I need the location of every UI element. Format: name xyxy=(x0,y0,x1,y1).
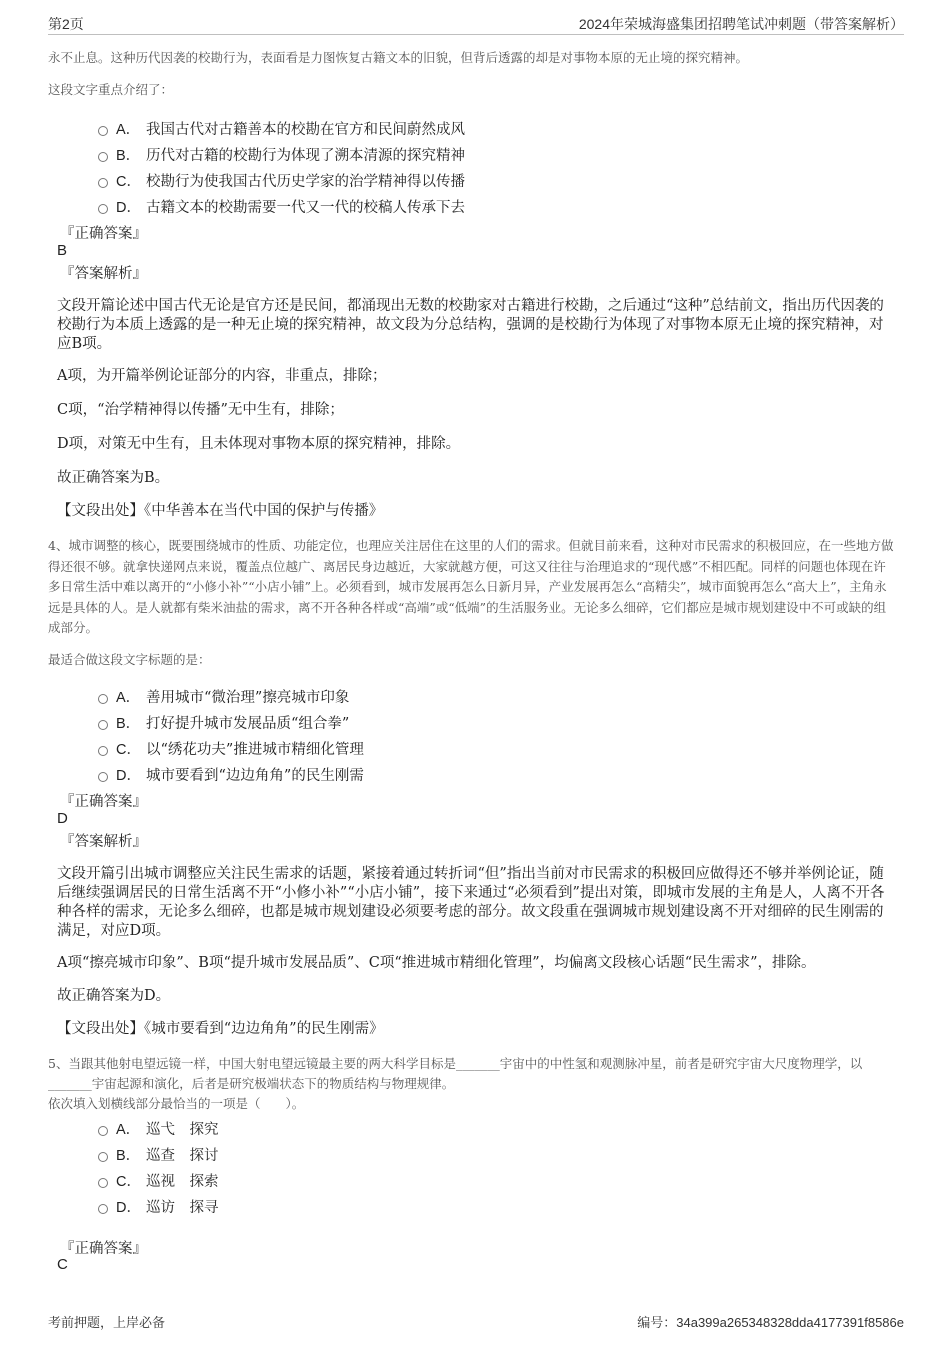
q3-analysis-c: C项，“治学精神得以传播”无中生有，排除； xyxy=(57,402,344,418)
q4-answer-label: 『正确答案』 xyxy=(60,794,147,810)
q3-option-d[interactable]: D． 古籍文本的校勘需要一代又一代的校稿人传承下去 xyxy=(98,196,465,217)
footer-code-value: 34a399a265348328dda4177391f8586e xyxy=(676,1315,904,1330)
radio-icon[interactable] xyxy=(98,152,108,162)
radio-icon[interactable] xyxy=(98,178,108,188)
q4-option-b[interactable]: B． 打好提升城市发展品质“组合拳” xyxy=(98,712,349,733)
radio-icon[interactable] xyxy=(98,720,108,730)
footer-code xyxy=(637,1312,904,1331)
document-title: 2024年荣城海盛集团招聘笔试冲刺题（带答案解析） xyxy=(578,16,904,32)
q4-text: 4、城市调整的核心，既要围绕城市的性质、功能定位，也理应关注居住在这里的人们的需求。但就目前来看，这种对市民需求的积极回应，在一些地方做得还很不够。就拿快递网点来说，覆盖点位越广、离居民身边越近，大家就越方便，可这又往往与治理追求的“现代感”不相匹配。同样的问题也体现在许多日常生活中难以离开的“小修小补”“小店小铺”上。必须看到，城市发展再怎么日新月异，产业发展再怎么“高精尖”，城市面貌再怎么“高大上”，主角永远是具体的人。是人就都有柴米油盐的需求，离不开各种各样或“高端”或“低端”的生活服务业。无论多么细碎，它们都应是城市规划建设中不可或缺的组成部分。 xyxy=(48,538,894,636)
q4-conclusion: 故正确答案为D。 xyxy=(57,988,171,1004)
q4-source: 【文段出处】《城市要看到“边边角角”的民生刚需》 xyxy=(57,1021,384,1037)
q5-answer: C xyxy=(57,1256,68,1273)
q3-conclusion: 故正确答案为B。 xyxy=(57,470,170,486)
radio-icon[interactable] xyxy=(98,204,108,214)
q4-option-a[interactable]: A． 善用城市“微治理”擦亮城市印象 xyxy=(98,686,349,707)
radio-icon[interactable] xyxy=(98,746,108,756)
q4-option-d[interactable]: D． 城市要看到“边边角角”的民生刚需 xyxy=(98,764,364,785)
q5-answer-label: 『正确答案』 xyxy=(60,1241,147,1257)
q4-answer: D xyxy=(57,810,68,827)
q4-analysis-label: 『答案解析』 xyxy=(60,834,147,850)
q3-option-c[interactable]: C． 校勘行为使我国古代历史学家的治学精神得以传播 xyxy=(98,170,465,191)
page-number: 第2页 xyxy=(48,16,84,32)
q3-option-a[interactable]: A． 我国古代对古籍善本的校勘在官方和民间蔚然成风 xyxy=(98,118,465,139)
q5-option-c[interactable]: C． 巡视 探索 xyxy=(98,1170,219,1191)
q4-prompt: 最适合做这段文字标题的是： xyxy=(48,652,211,667)
q3-analysis-a: A项，为开篇举例论证部分的内容，非重点，排除； xyxy=(57,368,387,384)
q3-option-b[interactable]: B． 历代对古籍的校勘行为体现了溯本清源的探究精神 xyxy=(98,144,465,165)
q3-answer: B xyxy=(57,242,68,259)
footer-code-label: 编号： xyxy=(637,1315,677,1330)
footer-slogan: 考前押题，上岸必备 xyxy=(48,1316,166,1331)
q3-analysis-label: 『答案解析』 xyxy=(60,266,147,282)
q5-prompt: 依次填入划横线部分最恰当的一项是（ ）。 xyxy=(48,1096,305,1111)
q3-source: 【文段出处】《中华善本在当代中国的保护与传播》 xyxy=(57,503,384,519)
q5-option-b[interactable]: B． 巡查 探讨 xyxy=(98,1144,219,1165)
q3-answer-label: 『正确答案』 xyxy=(60,226,147,242)
radio-icon[interactable] xyxy=(98,772,108,782)
q4-analysis-abc: A项“擦亮城市印象”、B项“提升城市发展品质”、C项“推进城市精细化管理”，均偏离文段核心话题“民生需求”，排除。 xyxy=(57,955,816,971)
q5-option-d[interactable]: D． 巡访 探寻 xyxy=(98,1196,219,1217)
q3-analysis: 文段开篇论述中国古代无论是官方还是民间，都涌现出无数的校勘家对古籍进行校勘，之后通过“这种”总结前文，指出历代因袭的校勘行为本质上透露的是一种无止境的探究精神，故文段为分总结构，强调的是校勘行为体现了对事物本原无止境的探究精神，对应B项。 xyxy=(57,298,884,352)
q3-prompt: 这段文字重点介绍了： xyxy=(48,82,174,97)
radio-icon[interactable] xyxy=(98,1126,108,1136)
radio-icon[interactable] xyxy=(98,694,108,704)
radio-icon[interactable] xyxy=(98,1178,108,1188)
radio-icon[interactable] xyxy=(98,1204,108,1214)
q5-text: 5、当跟其他射电望远镜一样，中国大射电望远镜最主要的两大科学目标是_______宇宙中的中性氢和观测脉冲星，前者是研究宇宙大尺度物理学，以_______宇宙起源和演化，后者是研究极端状态下的物质结构与物理规律。 xyxy=(48,1056,863,1091)
radio-icon[interactable] xyxy=(98,1152,108,1162)
q4-option-c[interactable]: C． 以“绣花功夫”推进城市精细化管理 xyxy=(98,738,364,759)
q4-analysis: 文段开篇引出城市调整应关注民生需求的话题，紧接着通过转折词“但”指出当前对市民需求的积极回应做得还不够并举例论证，随后继续强调居民的日常生活离不开“小修小补”“小店小铺”，接下来通过“必须看到”提出对策，即城市发展的主角是人，人离不开各种各样的需求，无论多么细碎，也都是城市规划建设必须要考虑的部分。故文段重在强调城市规划建设离不开对细碎的民生刚需的满足，对应D项。 xyxy=(57,866,885,939)
q3-analysis-d: D项，对策无中生有，且未体现对事物本原的探究精神，排除。 xyxy=(57,436,461,452)
q5-option-a[interactable]: A． 巡弋 探究 xyxy=(98,1118,219,1139)
page-header xyxy=(48,14,904,35)
radio-icon[interactable] xyxy=(98,126,108,136)
q3-passage-tail: 永不止息。这种历代因袭的校勘行为，表面看是力图恢复古籍文本的旧貌，但背后透露的却是对事物本原的无止境的探究精神。 xyxy=(48,50,749,65)
